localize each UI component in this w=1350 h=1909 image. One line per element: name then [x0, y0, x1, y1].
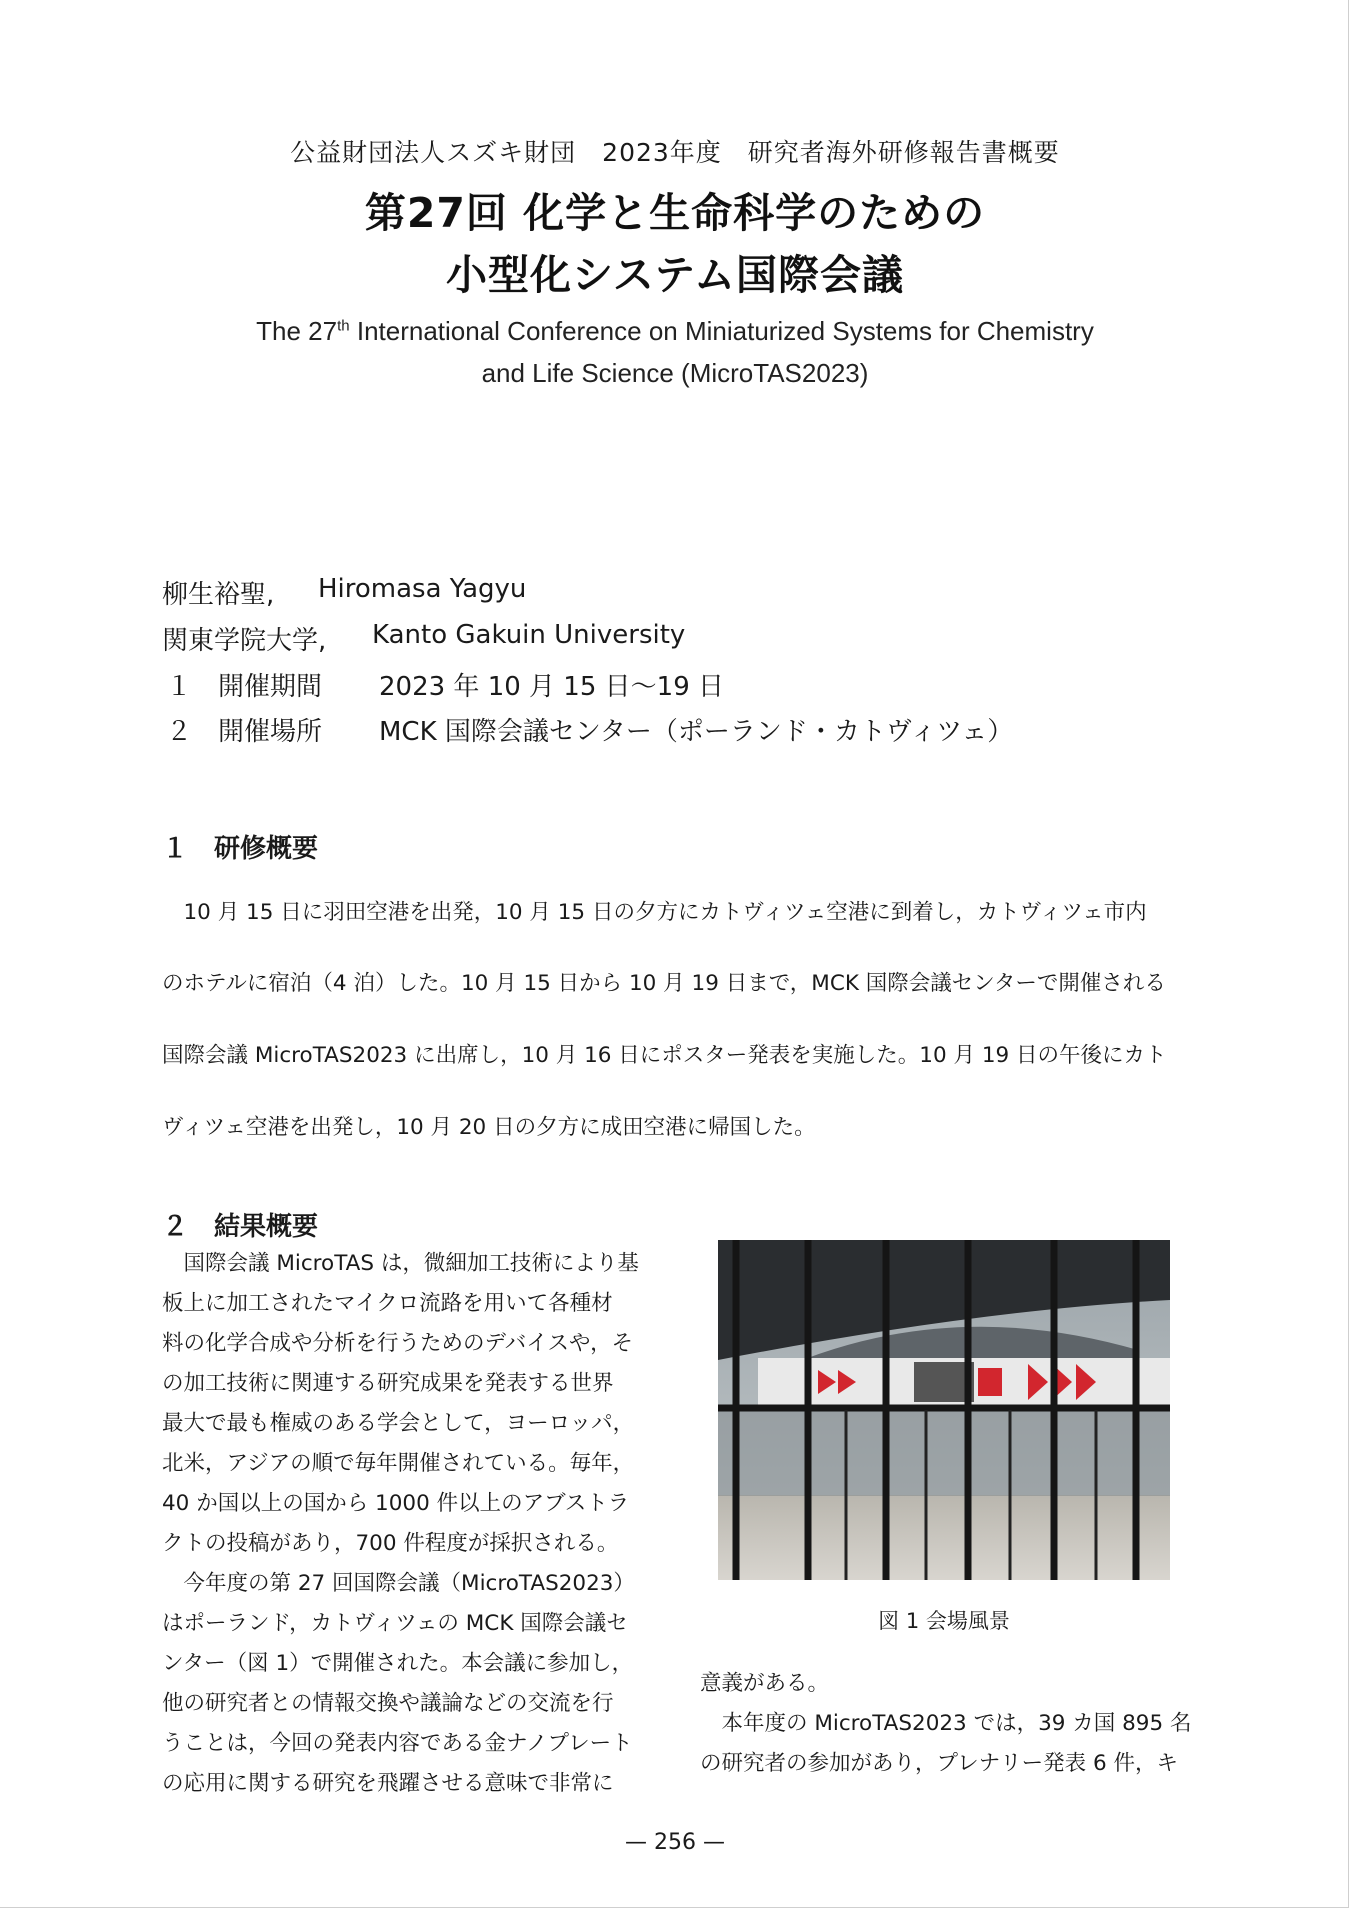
title-en-line1 — [0, 316, 1350, 347]
figure-caption: 図 1 会場風景 — [878, 1609, 1010, 1633]
section2-left-line: 板上に加工されたマイクロ流路を用いて各種材 — [162, 1291, 613, 1316]
title-ja-line1: 第27回 化学と生命科学のための — [364, 189, 986, 237]
section2-left-line: の応用に関する研究を飛躍させる意味で非常に — [162, 1771, 614, 1796]
section2-left-line: 国際会議 MicroTAS は，微細加工技術により基 — [162, 1251, 639, 1276]
section1-line: のホテルに宿泊（4 泊）した。10 月 15 日から 10 月 19 日まで，MCK 国際会議センターで開催される — [162, 971, 1166, 996]
section2-left-line: 他の研究者との情報交換や議論などの交流を行 — [162, 1691, 614, 1716]
section1-line: 10 月 15 日に羽田空港を出発，10 月 15 日の夕方にカトヴィツェ空港に到着し，カトヴィツェ市内 — [162, 900, 1147, 925]
section1-line: 国際会議 MicroTAS2023 に出席し，10 月 16 日にポスター発表を実施した。10 月 19 日の午後にカト — [162, 1043, 1167, 1068]
report-header-line: 公益財団法人スズキ財団 2023年度 研究者海外研修報告書概要 — [290, 138, 1060, 167]
affiliation-row — [162, 620, 686, 657]
venue-row — [166, 711, 1014, 748]
section2-left-line: 北米，アジアの順で毎年開催されている。毎年， — [162, 1451, 635, 1476]
section1-line: ヴィツェ空港を出発し，10 月 20 日の夕方に成田空港に帰国した。 — [162, 1115, 816, 1140]
period-value: 2023 年 10 月 15 日～19 日 — [379, 672, 725, 702]
title-en-post: International Conference on Miniaturized Systems for Chemistry — [349, 316, 1094, 346]
section2-right-line: 本年度の MicroTAS2023 では，39 カ国 895 名 — [700, 1711, 1192, 1736]
section2-left-line: 最大で最も権威のある学会として，ヨーロッパ， — [162, 1411, 635, 1436]
section2-left-line: 40 か国以上の国から 1000 件以上のアブストラ — [162, 1491, 630, 1516]
section2-left-line: 料の化学合成や分析を行うためのデバイスや，そ — [162, 1331, 634, 1356]
author-name-en: Hiromasa Yagyu — [318, 574, 527, 604]
venue-photo — [718, 1240, 1170, 1580]
section2-left-line: クトの投稿があり，700 件程度が採択される。 — [162, 1531, 619, 1556]
title-en-pre: The 27 — [256, 316, 338, 346]
title-en-line2: and Life Science (MicroTAS2023) — [481, 358, 869, 388]
section2-left-line: うことは，今回の発表内容である金ナノプレート — [162, 1731, 633, 1756]
section2-left-line: 今年度の第 27 回国際会議（MicroTAS2023） — [162, 1571, 635, 1596]
section2-left-line: はポーランド，カトヴィツェの MCK 国際会議セ — [162, 1611, 628, 1636]
section2-left-line: の加工技術に関連する研究成果を発表する世界 — [162, 1371, 614, 1396]
section2-right-line: の研究者の参加があり，プレナリー発表 6 件，キ — [700, 1751, 1178, 1776]
author-row — [162, 574, 527, 611]
section2-left-line: ンター（図 1）で開催された。本会議に参加し， — [162, 1651, 634, 1676]
section1-heading: １ 研修概要 — [162, 834, 319, 864]
venue-label: ２ 開催場所 — [166, 717, 323, 747]
affiliation-ja: 関東学院大学, — [162, 626, 327, 656]
title-ja-line2: 小型化システム国際会議 — [446, 251, 904, 299]
section2-heading: ２ 結果概要 — [162, 1212, 319, 1242]
period-label: １ 開催期間 — [166, 672, 323, 702]
author-name-ja: 柳生裕聖, — [162, 580, 275, 610]
section2-right-line: 意義がある。 — [700, 1671, 830, 1696]
page-number: — 256 — — [625, 1830, 725, 1855]
venue-value: MCK 国際会議センター（ポーランド・カトヴィツェ） — [379, 717, 1014, 747]
affiliation-en: Kanto Gakuin University — [372, 620, 686, 650]
period-row — [166, 666, 725, 703]
title-en-sup: th — [337, 317, 350, 335]
